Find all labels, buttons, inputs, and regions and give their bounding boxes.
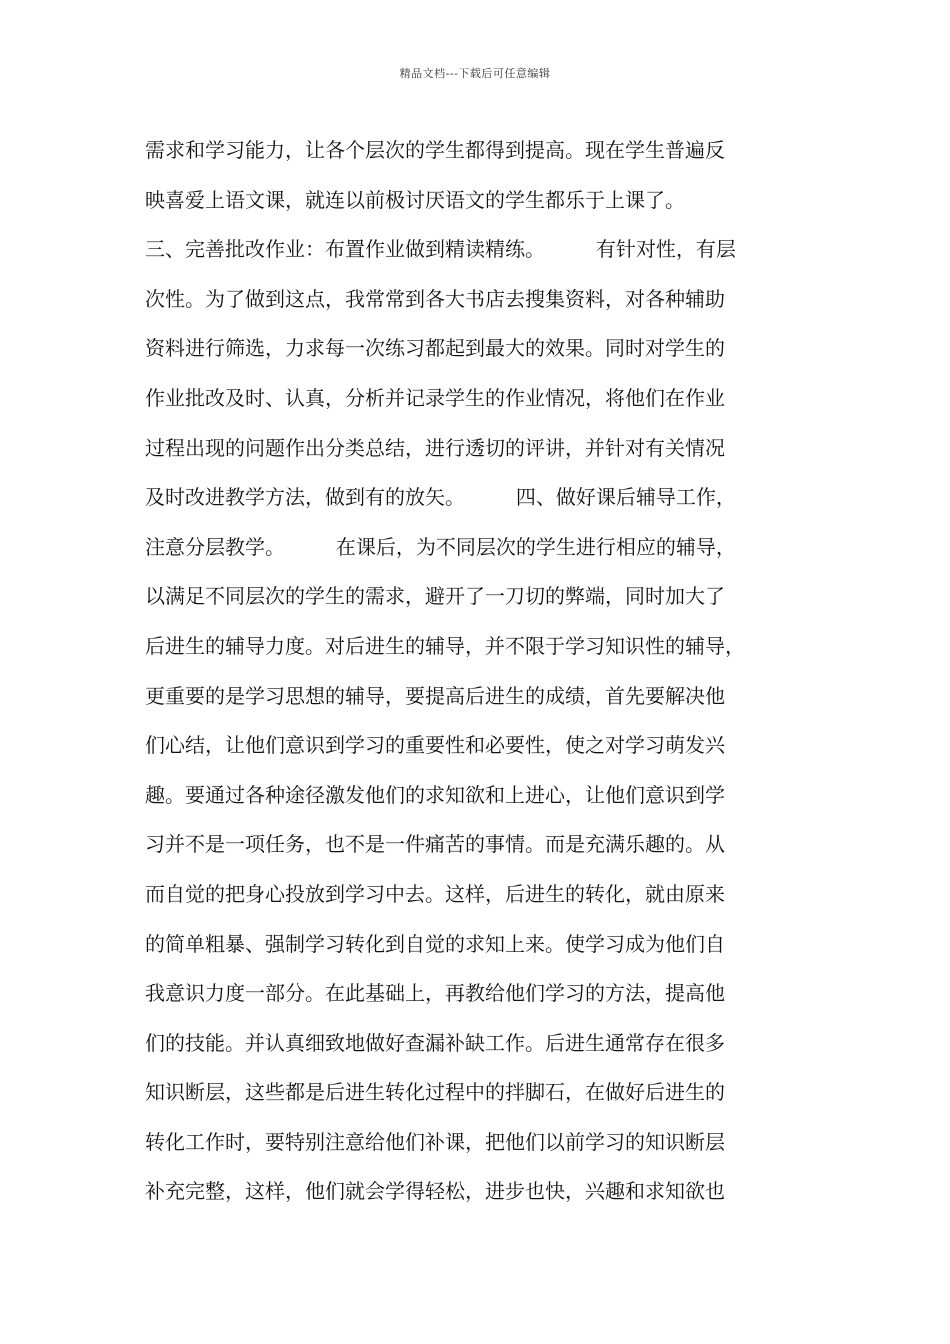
text-line: 及时改进教学方法，做到有的放矢。 四、做好课后辅导工作，: [145, 485, 736, 510]
text-line: 过程出现的问题作出分类总结，进行透切的评讲，并针对有关情况: [145, 435, 725, 460]
text-line: 知识断层，这些都是后进生转化过程中的拌脚石，在做好后进生的: [145, 1080, 725, 1105]
text-line: 们心结，让他们意识到学习的重要性和必要性，使之对学习萌发兴: [145, 733, 725, 758]
text-line: 注意分层教学。 在课后，为不同层次的学生进行相应的辅导，: [145, 534, 736, 559]
text-line: 趣。要通过各种途径激发他们的求知欲和上进心，让他们意识到学: [145, 782, 725, 807]
text-line: 我意识力度一部分。在此基础上，再教给他们学习的方法，提高他: [145, 981, 725, 1006]
text-line: 次性。为了做到这点，我常常到各大书店去搜集资料，对各种辅助: [145, 286, 725, 311]
text-line: 更重要的是学习思想的辅导，要提高后进生的成绩，首先要解决他: [145, 683, 725, 708]
text-line: 作业批改及时、认真，分析并记录学生的作业情况，将他们在作业: [145, 385, 725, 410]
text-line: 习并不是一项任务，也不是一件痛苦的事情。而是充满乐趣的。从: [145, 832, 725, 857]
text-line: 后进生的辅导力度。对后进生的辅导，并不限于学习知识性的辅导，: [145, 633, 745, 658]
text-line: 映喜爱上语文课，就连以前极讨厌语文的学生都乐于上课了。: [145, 187, 685, 212]
text-line: 而自觉的把身心投放到学习中去。这样，后进生的转化，就由原来: [145, 881, 725, 906]
page-header: 精品文档---下载后可任意编辑: [399, 67, 551, 80]
text-line: 的简单粗暴、强制学习转化到自觉的求知上来。使学习成为他们自: [145, 931, 725, 956]
text-line: 补充完整，这样，他们就会学得轻松，进步也快，兴趣和求知欲也: [145, 1179, 725, 1204]
text-line: 需求和学习能力，让各个层次的学生都得到提高。现在学生普遍反: [145, 138, 725, 162]
text-line: 三、完善批改作业：布置作业做到精读精练。 有针对性，有层: [145, 237, 736, 262]
text-line: 以满足不同层次的学生的需求，避开了一刀切的弊端，同时加大了: [145, 584, 725, 609]
text-line: 资料进行筛选，力求每一次练习都起到最大的效果。同时对学生的: [145, 336, 725, 361]
text-line: 们的技能。并认真细致地做好查漏补缺工作。后进生通常存在很多: [145, 1030, 725, 1055]
text-line: 转化工作时，要特别注意给他们补课，把他们以前学习的知识断层: [145, 1129, 725, 1154]
body-text: [145, 126, 825, 1217]
